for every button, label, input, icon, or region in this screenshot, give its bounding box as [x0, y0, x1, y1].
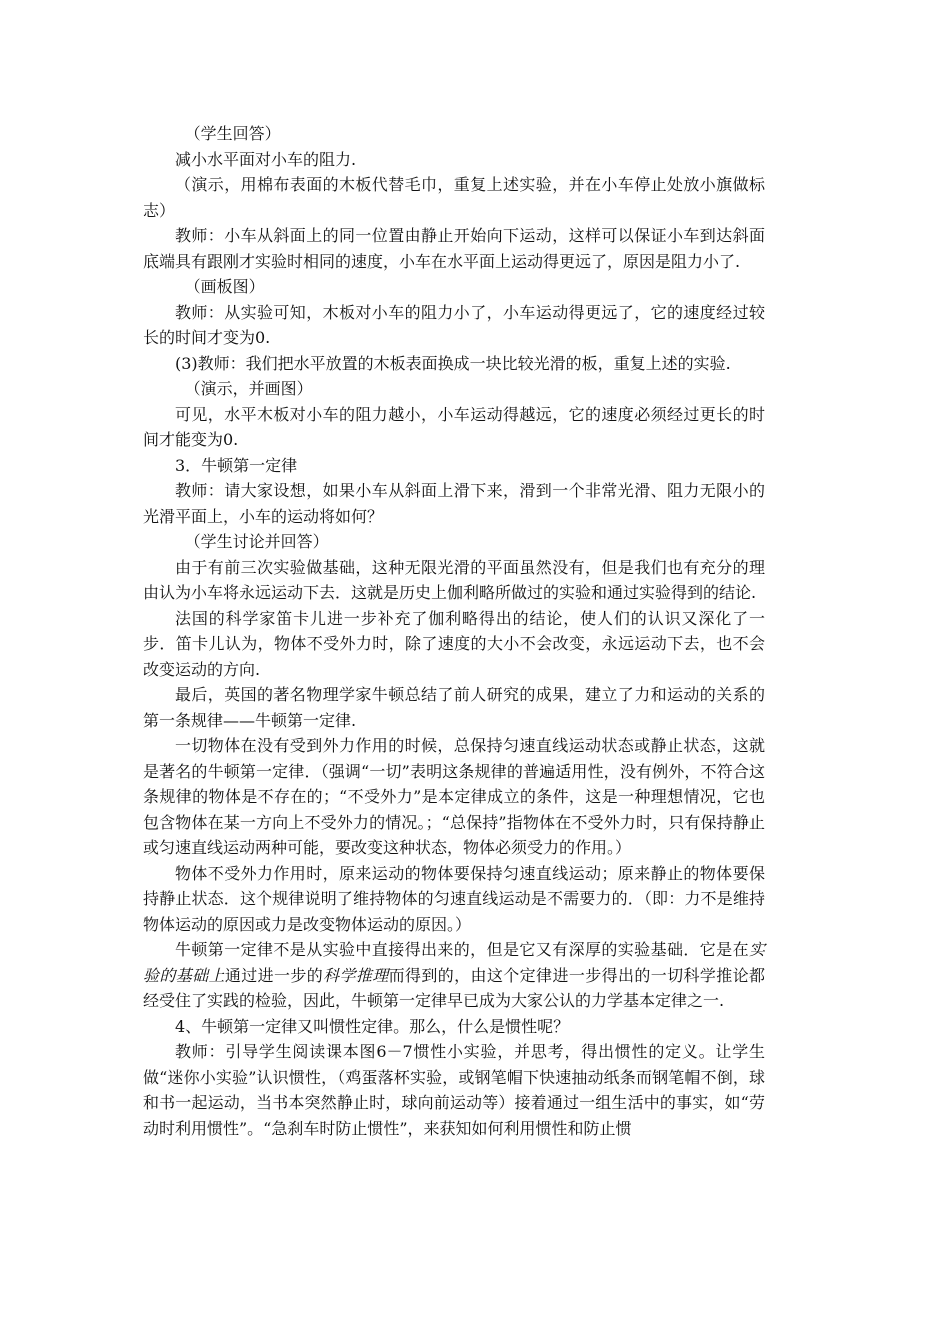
paragraph-teacher-imagine: 教师：请大家设想，如果小车从斜面上滑下来，滑到一个非常光滑、阻力无限小的光滑平面上，小车的运动将如何？ — [143, 481, 765, 526]
section-heading-inertia: 4、牛顿第一定律又叫惯性定律。那么，什么是惯性呢？ — [175, 1016, 570, 1036]
paragraph-demo-cotton: （演示，用棉布表面的木板代替毛巾，重复上述实验，并在小车停止处放小旗做标志） — [143, 175, 765, 220]
italic-run-scientific-reasoning: 科学推理 — [323, 965, 389, 985]
paragraph-no-external-force: 物体不受外力作用时，原来运动的物体要保持匀速直线运动；原来静止的物体要保持静止状态．这个规律说明了维持物体的匀速直线运动是不需要力的．（即：力不是维持物体运动的原因或力是改变物体运动的原因。） — [143, 863, 765, 934]
paragraph-teacher-inertia: 教师：引导学生阅读课本图6－7惯性小实验，并思考，得出惯性的定义。让学生做“迷你小实验”认识惯性，（鸡蛋落杯实验，或钢笔帽下快速抽动纸条而钢笔帽不倒，球和书一起运动，当书本突然静止时，球向前运动等）接着通过一组生活中的事实，如“劳动时利用惯性”。“急刹车时防止惯性”，来获知如何利用惯性和防止惯 — [143, 1042, 765, 1138]
paragraph-demo-drawing: （演示，并画图） — [184, 379, 313, 398]
paragraph-reduce-resistance: 减小水平面对小车的阻力. — [175, 149, 357, 169]
document-page — [143, 121, 765, 1141]
section-heading-newton-first-law: 3．牛顿第一定律 — [175, 455, 298, 475]
paragraph-newton-summary: 最后，英国的著名物理学家牛顿总结了前人研究的成果，建立了力和运动的关系的第一条规律——牛顿第一定律. — [143, 685, 765, 730]
paragraph-student-discuss: （学生讨论并回答） — [184, 532, 329, 551]
paragraph-teacher-wood-board: 教师：从实验可知，木板对小车的阻力小了，小车运动得更远了，它的速度经过较长的时间才变为0. — [143, 302, 765, 347]
paragraph-step-3-smooth-board: (3)教师：我们把水平放置的木板表面换成一块比较光滑的板，重复上述的实验. — [175, 353, 731, 373]
text-run: 通过进一步的 — [224, 965, 324, 985]
text-run: 而得到的，由这个定律进一步得出的一切科学推论都经受住了实践的检验，因此，牛顿第一定律早已成为大家公认的力学基本定律之一. — [143, 965, 765, 1010]
paragraph-descartes: 法国的科学家笛卡儿进一步补充了伽利略得出的结论，使人们的认识又深化了一步．笛卡儿认为，物体不受外力时，除了速度的大小不会改变，永远运动下去，也不会改变运动的方向. — [143, 608, 765, 679]
paragraph-law-statement: 一切物体在没有受到外力作用的时候，总保持匀速直线运动状态或静止状态，这就是著名的牛顿第一定律．（强调“一切”表明这条规律的普遍适用性，没有例外，不符合这条规律的物体是不存在的；“不受外力”是本定律成立的条件，这是一种理想情况，它也包含物体在某一方向上不受外力的情况。；“总保持”指物体在不受外力时，只有保持静止或匀速直线运动两种可能，要改变这种状态，物体必须受力的作用。） — [143, 736, 765, 857]
paragraph-student-answer-1: （学生回答） — [184, 124, 281, 143]
text-run: 牛顿第一定律不是从实验中直接得出来的，但是它又有深厚的实验基础．它是在 — [175, 940, 749, 959]
paragraph-board-drawing: （画板图） — [184, 277, 265, 296]
paragraph-experimental-basis — [143, 937, 765, 1014]
paragraph-teacher-same-speed: 教师：小车从斜面上的同一位置由静止开始向下运动，这样可以保证小车到达斜面底端具有跟刚才实验时相同的速度，小车在水平面上运动得更远了，原因是阻力小了. — [143, 226, 765, 271]
paragraph-galileo: 由于有前三次实验做基础，这种无限光滑的平面虽然没有，但是我们也有充分的理由认为小车将永远运动下去．这就是历史上伽利略所做过的实验和通过实验得到的结论. — [143, 557, 765, 602]
paragraph-conclusion-resistance: 可见，水平木板对小车的阻力越小，小车运动得越远，它的速度必须经过更长的时间才能变为0. — [143, 404, 765, 449]
italic-run-experiment-basis: 实验的基础上 — [143, 940, 765, 985]
